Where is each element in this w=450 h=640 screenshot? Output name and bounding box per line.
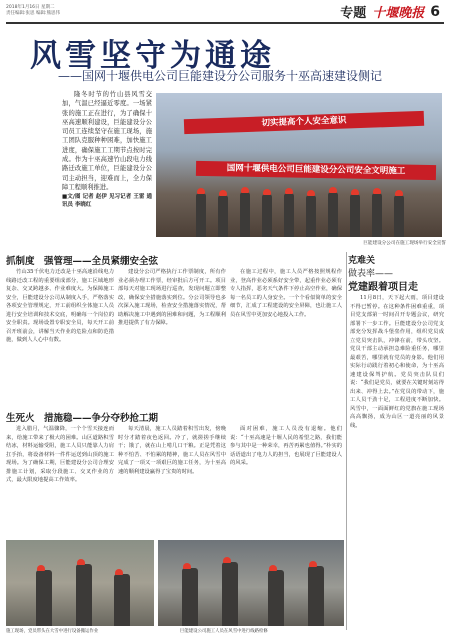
photo-bm-caption: 巨能建设公司施工人员在风雪中进行线路检修 (180, 629, 268, 634)
sidebar-title-line-3: 党建跟着项目走 (348, 282, 418, 293)
photo-workers-snow (6, 540, 154, 626)
sidebar-title-line-2: 做表率—— (348, 269, 394, 279)
worker-figure (182, 568, 198, 626)
worker-figure (262, 194, 272, 237)
newspaper-logo: 十堰晚报 (372, 6, 425, 21)
sidebar-body: 11月8日，天下起大雨，项目建设不得已暂停。在这种条件困难重重，项目党支部第一时间召开专题会议，研究部署下一步工作。巨能建设分公司党支部充分发挥战斗堡垒作用，组织党员成立党员突击队，冲锋在前，带头攻坚。党员干部主动承担急难险重任务，哪里最艰苦，哪里就有党员的身影。他们用实际行动践行着初心和使命，为十巫高速建设保驾护航。党员突击队员们说：“我们是党员，就要在关键时刻站得出来、冲得上去。”在党员的带动下，施工人员干劲十足，工程进度不断加快。风雪中，一面面鲜红的党旗在施工现场高高飘扬，成为山区一道亮丽的风景线。 (350, 295, 444, 429)
subheadline: ——国网十堰供电公司巨能建设分公司服务十巫高速建设侧记 (58, 69, 383, 83)
worker-figure (36, 570, 52, 626)
main-photo-caption: 巨能建设分公司在施工现场举行安全宣誓 (363, 241, 446, 246)
worker-figure (218, 195, 228, 237)
main-photo (156, 93, 442, 237)
worker-figure (308, 566, 324, 626)
section-1-col-1: 竹山35千伏电力迁改是十巫高速沿线电力线路迁改工程的重要组成部分，施工区域地形复杂、交叉跨越多、作业难度大。为保障施工安全，巨能建设分公司从制度入手，严格落实各项安全管理规定，开工前组织全体施工人员进行安全培训和技术交底，明确每一个岗位的安全职责。现场设置专职安全员，每天开工前召开班前会，讲解当天作业的危险点和防范措施，做到人人心中有数。 (6, 269, 114, 343)
section-1-col-3: 在施工过程中，施工人员严格按照规程作业，登高作业必须系好安全带，起重作业必须有专人指挥，恶劣天气条件下停止高空作业，确保每一名员工的人身安全。一个个看似简单的安全细节，汇成了工程建设的安全屏障，也让施工人员在风雪中更加安心地投入工作。 (230, 269, 342, 318)
photo-workers-repair (158, 540, 344, 626)
lead-text: 隆冬时节的竹山县风雪交加，气温已经逼近零度。一场紧张的施工正在进行，为了确保十巫高速顺利建设，巨能建设分公司员工连续坚守在施工现场，施工团队克服种种困难，加快施工进度，确保施工工期节点按时完成。作为十巫高速竹山段电力线路迁改施工单位，巨能建设分公司主动担当，迎难而上，全力保障工程顺利推进。 (62, 91, 152, 191)
lead-paragraph (62, 90, 152, 209)
worker-figure (350, 194, 360, 237)
worker-figure (284, 193, 294, 237)
masthead (340, 2, 440, 21)
worker-figure (76, 564, 92, 626)
worker-figure (328, 192, 338, 237)
section-1-title: 抓制度 强管理——全员紧绷安全弦 (6, 256, 159, 267)
section-2-title: 生死火 措施稳——争分夺秒抢工期 (6, 413, 159, 424)
photo-banner-safety: 切实提高个人安全意识 (184, 111, 424, 134)
worker-figure (394, 195, 404, 237)
worker-figure (268, 570, 284, 626)
date-line: 2018年1月16日 星期二 责任编辑:张思 编辑:熊思伟 (6, 5, 60, 16)
worker-figure (222, 562, 238, 626)
section-topic: 专题 (340, 6, 367, 21)
worker-figure (306, 195, 316, 237)
worker-figure (114, 574, 130, 626)
section-2-col-1: 进入腊月，气温骤降，一个个雪天接连而来，给施工带来了极大的困难。山区道路积雪结冰，材料运输受阻，施工人员只能靠人力肩扛手抬，将设备材料一件件运送到山顶的施工现场。为了确保工期，巨能建设分公司合理安排施工计划，采取分段施工、交叉作业的方式，最大限度地提高工作效率。 (6, 426, 114, 483)
byline: ■文/图 记者 赵伊 见习记者 王雷 通讯员 李晓红 (62, 194, 152, 209)
sidebar-title-line-1: 克难关 (348, 256, 376, 266)
worker-figure (196, 193, 206, 237)
section-2-col-3: 面对困难，施工人员没有退缩。他们说：“十巫高速是十堰人民的希望之路，我们能参与其中是一种荣幸，再苦再累也值得。”朴实的话语道出了电力人的担当，也展现了巨能建设人的风采。 (230, 426, 342, 466)
section-2-col-2: 每天清晨，施工人员踏着积雪出发，傍晚时分才踏着夜色返回。冷了，就搓搓手继续干；饿了，就在山上啃几口干粮。正是凭着这种不怕苦、不怕累的精神，施工人员在风雪中完成了一项又一项艰巨的施工任务，为十巫高速的顺利建设赢得了宝贵的时间。 (118, 426, 226, 475)
worker-figure (372, 193, 382, 237)
photo-bl-caption: 施工现场，党员带头在大雪中进行设备搬运作业 (6, 629, 99, 634)
header-rule (6, 22, 444, 24)
photo-banner-company: 国网十堰供电公司巨能建设分公司安全文明施工 (196, 161, 436, 180)
sidebar-divider (346, 252, 347, 630)
page-number: 6 (430, 3, 440, 20)
section-1-col-2: 建设分公司严格执行工作票制度，所有作业必须办理工作票，经审批后方可开工。项目部每天对施工现场进行巡查，发现问题立即整改，确保安全措施落实到位。分公司领导也多次深入施工现场，检查安全措施落实情况，帮助解决施工中遇到的困难和问题，为工程顺利推进提供了有力保障。 (118, 269, 226, 326)
headline: 风雪坚守为通途 (30, 38, 275, 74)
worker-figure (240, 192, 250, 237)
